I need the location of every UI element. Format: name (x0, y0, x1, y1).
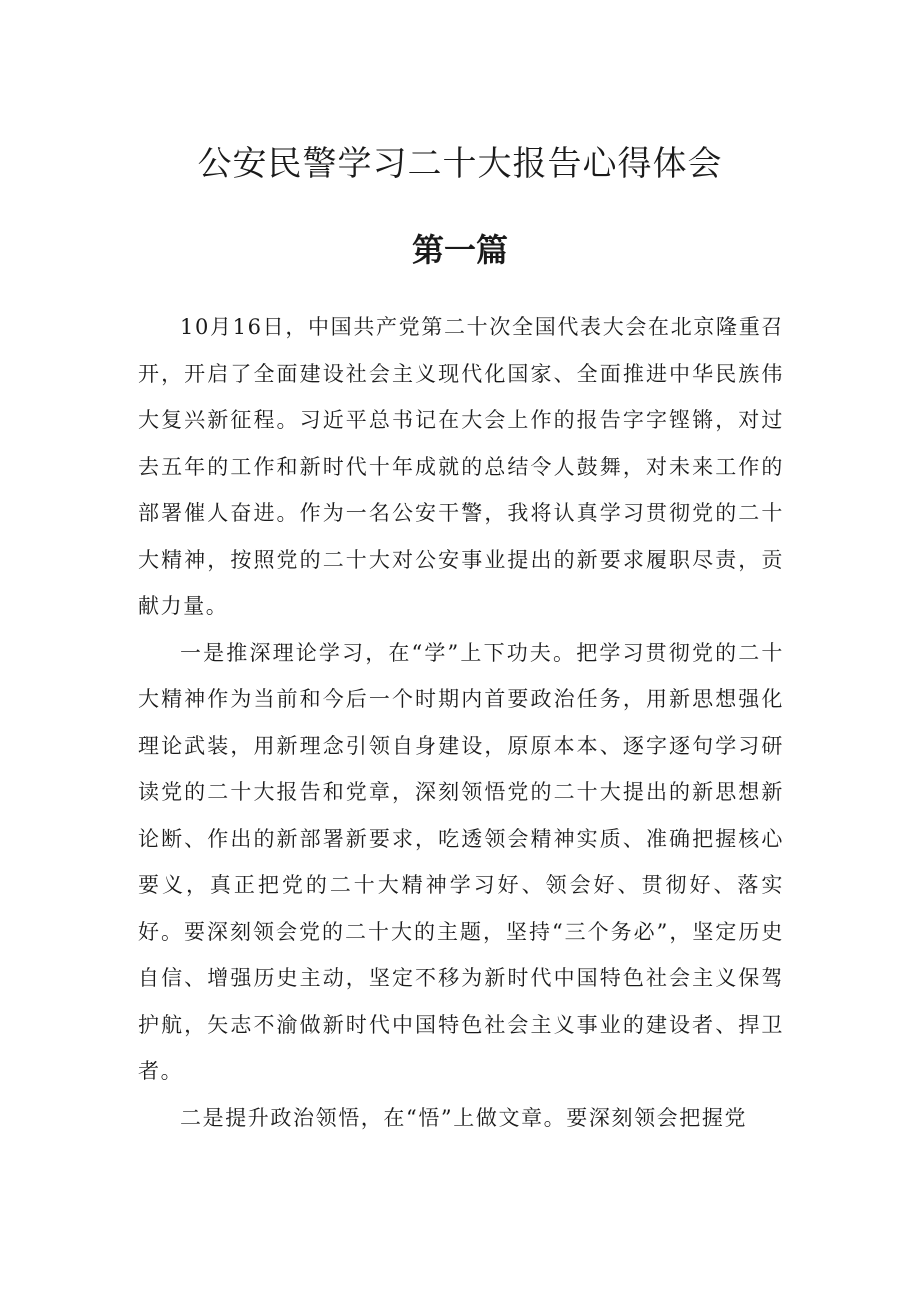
paragraph-2: 一是推深理论学习，在“学”上下功夫。把学习贯彻党的二十大精神作为当前和今后一个时期内首要政治任务，用新思想强化理论武装，用新理念引领自身建设，原原本本、逐字逐句学习研读党的二十大报告和党章，深刻领悟党的二十大提出的新思想新论断、作出的新部署新要求，吃透领会精神实质、准确把握核心要义，真正把党的二十大精神学习好、领会好、贯彻好、落实好。要深刻领会党的二十大的主题，坚持“三个务必”，坚定历史自信、增强历史主动，坚定不移为新时代中国特色社会主义保驾护航，矢志不渝做新时代中国特色社会主义事业的建设者、捍卫者。 (138, 640, 784, 1083)
paragraph-3: 二是提升政治领悟，在“悟”上做文章。要深刻领会把握党 (180, 1105, 748, 1130)
document-subtitle: 第一篇 (411, 231, 508, 269)
document-title: 公安民警学习二十大报告心得体会 (197, 144, 723, 184)
paragraph-1: 10月16日，中国共产党第二十次全国代表大会在北京隆重召开，开启了全面建设社会主义现代化国家、全面推进中华民族伟大复兴新征程。习近平总书记在大会上作的报告字字铿锵，对过去五年的工作和新时代十年成就的总结令人鼓舞，对未来工作的部署催人奋进。作为一名公安干警，我将认真学习贯彻党的二十大精神，按照党的二十大对公安事业提出的新要求履职尽责，贡献力量。 (138, 315, 784, 618)
document-body (138, 304, 784, 1141)
